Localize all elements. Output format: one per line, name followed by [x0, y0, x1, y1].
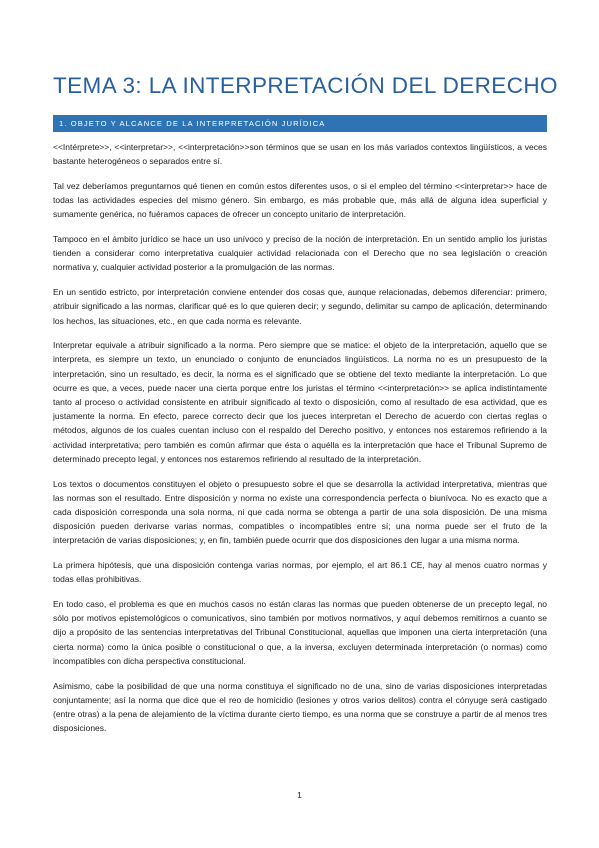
- paragraph: Asimismo, cabe la posibilidad de que una norma constituya el significado no de una, sino de varias disposiciones interpretadas conjuntamente; así la norma que dice que el reo de homicidio (lesiones y otros varios delitos) contra el cónyuge será castigado (entre otras) a la pena de alejamiento de la víctima durante cierto tiempo, es una norma que se construye a partir de al menos tres disposiciones.: [53, 680, 547, 734]
- paragraph: <<Intérprete>>, <<interpretar>>, <<interpretación>>son términos que se usan en los más variados contextos lingüísticos, a veces bastante heterogéneos o separados entre sí.: [53, 142, 547, 167]
- paragraph: Tampoco en el ámbito jurídico se hace un uso unívoco y preciso de la noción de interpretación. En un sentido amplio los juristas tienden a considerar como interpretativa cualquier actividad relacionada con el Derecho que no sea legislación o creación normativa y, cualquier actividad posterior a la promulgación de las normas.: [53, 234, 547, 273]
- paragraph: La primera hipótesis, que una disposición contenga varias normas, por ejemplo, el art 86.1 CE, hay al menos cuatro normas y todas ellas prohibitivas.: [53, 560, 547, 585]
- paragraph: Interpretar equivale a atribuir significado a la norma. Pero siempre que se matice: el objeto de la interpretación, aquello que se interpreta, es siempre un texto, un enunciado o conjunto de enunciados lingüísticos. La norma no es un presupuesto de la interpretación, sino un resultado, es decir, la norma es el significado que se obtiene del texto mediante la interpretación. Lo que ocurre es que, a veces, puede nacer una cierta porque entre los juristas el término <<interpretación>> se aplica indistintamente tanto al proceso o actividad consistente en atribuir significado al texto o disposición, como al resultado de esa actividad, que es justamente la norma. En efecto, parece correcto decir que los jueces interpretan el Derecho de acuerdo con ciertas reglas o métodos, algunos de los cuales cuentan incluso con el respaldo del Derecho positivo, y entonces nos estaremos refiriendo a la actividad interpretativa; pero también es común afirmar que ésta o aquélla es la interpretación que hace el Tribunal Supremo de determinado precepto legal, y entonces nos estaremos refiriendo al resultado de la interpretación.: [53, 340, 547, 464]
- page-number: 1: [297, 790, 302, 800]
- document-title: TEMA 3: LA INTERPRETACIÓN DEL DERECHO: [53, 73, 558, 98]
- section-heading: 1. OBJETO Y ALCANCE DE LA INTERPRETACIÓN JURÍDICA: [53, 115, 547, 132]
- paragraph: En todo caso, el problema es que en muchos casos no están claras las normas que pueden obtenerse de un precepto legal, no sólo por motivos epistemológicos o comunicativos, sino también por motivos normativos, y aquí debemos remitirnos a cuanto se dijo a propósito de las sentencias interpretativas del Tribunal Constitucional, aquellas que imponen una cierta interpretación (una cierta norma) como la única posible o constitucional o que, a la inversa, excluyen determinada interpretación (o normas) como incompatibles con dicha perspectiva constitucional.: [53, 598, 547, 666]
- document-body: [53, 140, 547, 746]
- paragraph: En un sentido estricto, por interpretación conviene entender dos cosas que, aunque relacionadas, debemos diferenciar: primero, atribuir significado a las normas, clarificar qué es lo que quieren decir; y segundo, delimitar su campo de aplicación, determinando los hechos, las situaciones, etc., en que cada norma es relevante.: [53, 287, 547, 326]
- paragraph: Tal vez deberíamos preguntarnos qué tienen en común estos diferentes usos, o si el empleo del término <<interpretar>> hace de todas las actividades especies del mismo género. Sin embargo, es más probable que, más allá de alguna idea superficial y sumamente genérica, no fuéramos capaces de ofrecer un concepto unitario de interpretación.: [53, 180, 547, 220]
- paragraph: Los textos o documentos constituyen el objeto o presupuesto sobre el que se desarrolla la actividad interpretativa, mientras que las normas son el resultado. Entre disposición y norma no existe una correspondencia perfecta o biunívoca. No es exacto que a cada disposición corresponda una sola norma, ni que cada norma se obtenga a partir de una sola disposición. De una misma disposición pueden derivarse varias normas, compatibles o incompatibles entre sí; una norma puede ser el fruto de la interpretación de varias disposiciones; y, en fin, también puede ocurrir que dos disposiciones den lugar a una misma norma.: [53, 478, 547, 546]
